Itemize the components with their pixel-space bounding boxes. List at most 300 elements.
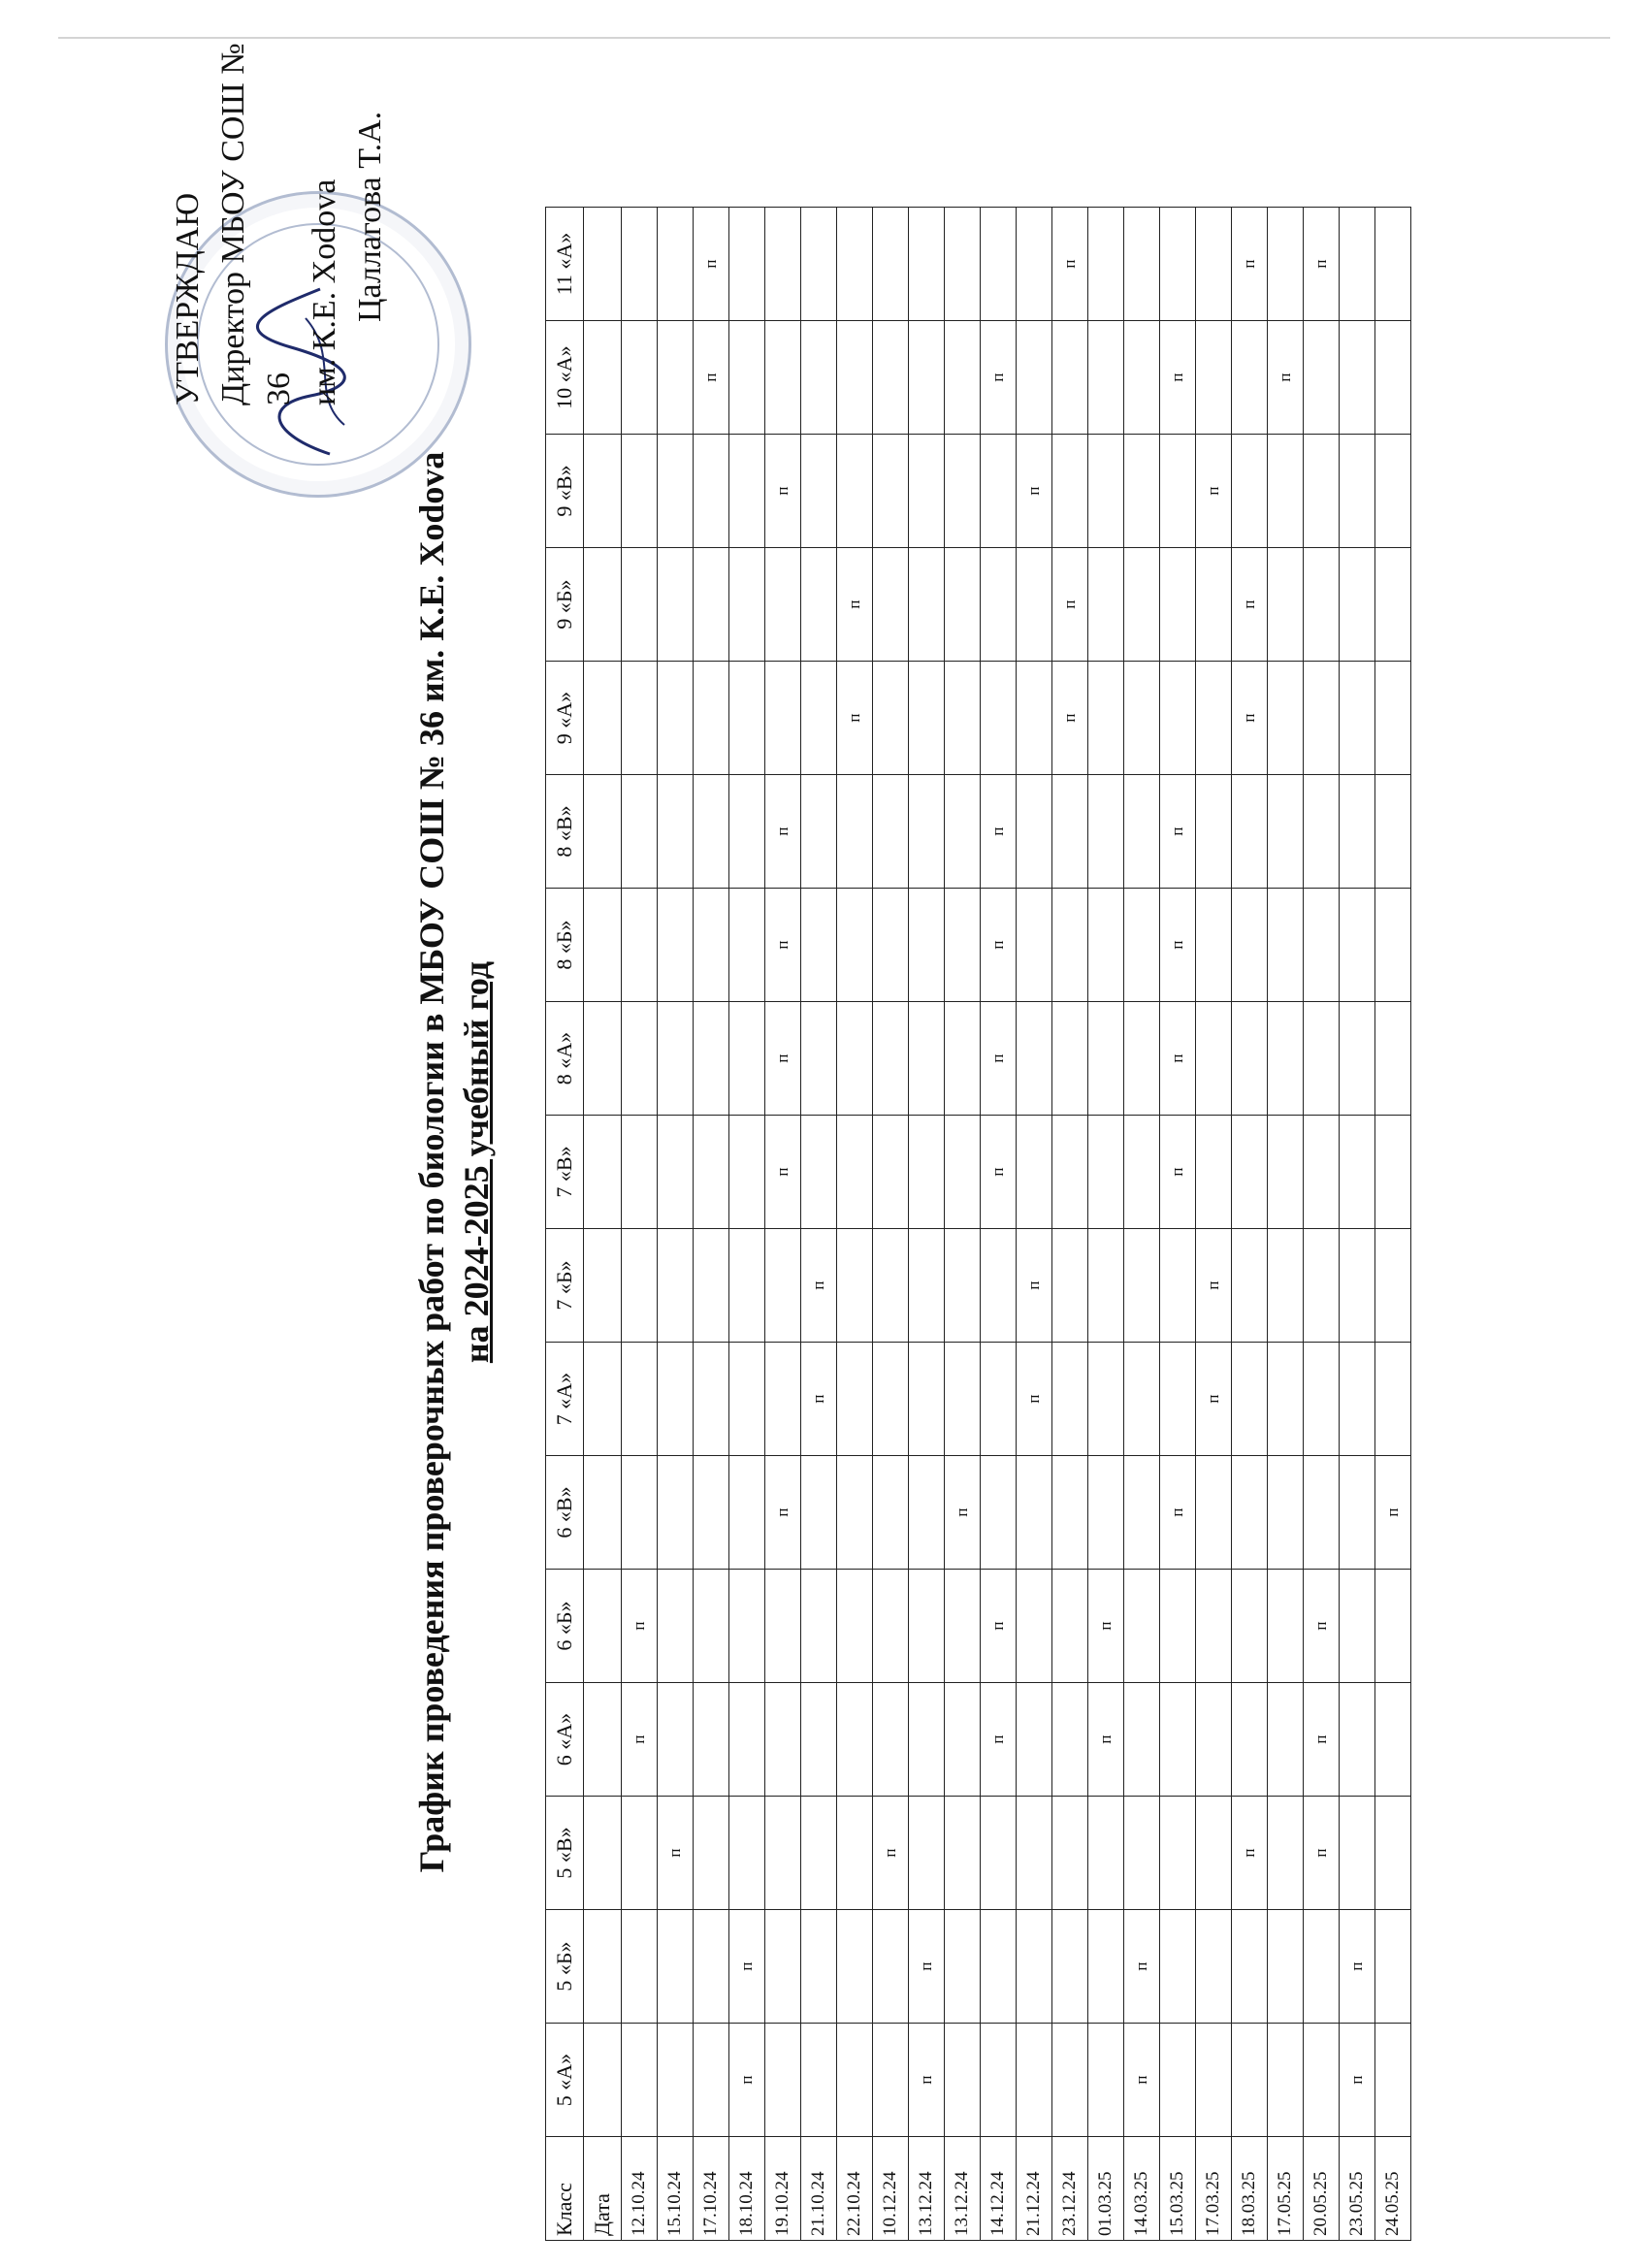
header-class-label: Класс [546,2137,584,2241]
schedule-cell [873,1910,909,2024]
test-mark: п [873,1797,909,1910]
empty-header-cell [584,1456,622,1570]
schedule-cell [622,548,658,662]
schedule-cell [945,1683,981,1797]
schedule-cell [837,1229,873,1343]
empty-header-cell [584,1683,622,1797]
date-cell: 17.10.24 [694,2137,729,2241]
table-row [909,208,945,2241]
schedule-cell [694,1002,729,1116]
table-row [1268,208,1304,2241]
schedule-cell [1124,775,1160,889]
schedule-cell [981,1456,1017,1570]
schedule-cell [1268,1343,1304,1456]
schedule-cell [1340,1456,1375,1570]
schedule-cell [694,1343,729,1456]
schedule-cell [1268,1116,1304,1229]
schedule-cell [873,889,909,1002]
table-row [1017,208,1052,2241]
schedule-cell [837,1570,873,1683]
schedule-cell [945,889,981,1002]
class-header-cell: 8 «А» [546,1002,584,1116]
schedule-cell [1160,2024,1196,2137]
table-row [873,208,909,2241]
schedule-cell [1052,1797,1088,1910]
date-cell: 12.10.24 [622,2137,658,2241]
schedule-cell [1196,321,1232,435]
schedule-cell [1340,1229,1375,1343]
schedule-cell [1088,662,1124,775]
schedule-cell [945,321,981,435]
class-header-cell: 11 «А» [546,208,584,321]
test-mark: п [1017,1343,1052,1456]
test-mark: п [658,1797,694,1910]
test-mark: п [729,2024,765,2137]
schedule-cell [1304,1910,1340,2024]
date-cell: 14.12.24 [981,2137,1017,2241]
schedule-cell [1375,1910,1411,2024]
schedule-cell [658,775,694,889]
schedule-cell [1160,1343,1196,1456]
schedule-cell [1304,2024,1340,2137]
schedule-cell [801,1570,837,1683]
schedule-cell [873,1116,909,1229]
table-row [1304,208,1340,2241]
schedule-cell [909,548,945,662]
schedule-cell [729,208,765,321]
test-mark: п [765,889,801,1002]
class-header-cell: 5 «Б» [546,1910,584,2024]
schedule-table [545,207,1411,2241]
schedule-cell [1088,889,1124,1002]
schedule-cell [1232,1002,1268,1116]
schedule-cell [945,1116,981,1229]
schedule-cell [981,435,1017,548]
schedule-cell [837,1683,873,1797]
schedule-cell [981,1229,1017,1343]
schedule-cell [1375,2024,1411,2137]
empty-header-cell [584,208,622,321]
schedule-cell [765,1229,801,1343]
schedule-cell [1017,321,1052,435]
schedule-cell [909,1797,945,1910]
schedule-cell [873,208,909,321]
schedule-cell [622,2024,658,2137]
schedule-cell [837,775,873,889]
class-header-cell: 6 «В» [546,1456,584,1570]
schedule-cell [801,1456,837,1570]
schedule-cell [1052,1683,1088,1797]
schedule-cell [981,208,1017,321]
test-mark: п [1196,435,1232,548]
schedule-cell [658,1683,694,1797]
table-row [1052,208,1088,2241]
schedule-cell [1052,1456,1088,1570]
schedule-cell [1088,321,1124,435]
test-mark: п [1052,208,1088,321]
schedule-cell [909,775,945,889]
schedule-cell [1196,662,1232,775]
schedule-cell [1124,1002,1160,1116]
schedule-cell [765,208,801,321]
schedule-cell [622,1910,658,2024]
schedule-cell [765,548,801,662]
schedule-cell [1375,208,1411,321]
schedule-cell [1088,208,1124,321]
schedule-cell [658,321,694,435]
schedule-cell [1124,1229,1160,1343]
schedule-cell [909,889,945,1002]
schedule-cell [694,2024,729,2137]
date-cell: 22.10.24 [837,2137,873,2241]
schedule-cell [1017,1797,1052,1910]
approval-school-line: им. К.Е. Хodova [307,178,342,405]
test-mark: п [1340,1910,1375,2024]
schedule-cell [622,321,658,435]
test-mark: п [622,1570,658,1683]
test-mark: п [1340,2024,1375,2137]
test-mark: п [1232,208,1268,321]
test-mark: п [981,889,1017,1002]
schedule-cell [801,321,837,435]
schedule-cell [1124,435,1160,548]
schedule-cell [1375,1002,1411,1116]
schedule-cell [729,548,765,662]
schedule-cell [1052,321,1088,435]
schedule-cell [1196,1910,1232,2024]
test-mark: п [1160,1002,1196,1116]
schedule-cell [694,1910,729,2024]
schedule-cell [1196,1002,1232,1116]
schedule-cell [1017,1570,1052,1683]
schedule-cell [909,662,945,775]
schedule-cell [1017,1002,1052,1116]
schedule-cell [729,1002,765,1116]
schedule-cell [981,2024,1017,2137]
schedule-cell [837,889,873,1002]
table-header-row [546,208,584,2241]
schedule-cell [1088,1343,1124,1456]
schedule-cell [945,548,981,662]
schedule-cell [1340,1002,1375,1116]
schedule-cell [729,1343,765,1456]
date-cell: 17.05.25 [1268,2137,1304,2241]
schedule-cell [945,662,981,775]
header-date-label: Дата [584,2137,622,2241]
schedule-cell [1124,1797,1160,1910]
schedule-cell [1160,1683,1196,1797]
schedule-cell [694,435,729,548]
schedule-cell [837,2024,873,2137]
schedule-cell [945,1570,981,1683]
test-mark: п [1124,1910,1160,2024]
schedule-cell [945,1343,981,1456]
schedule-cell [1088,1456,1124,1570]
schedule-cell [765,662,801,775]
schedule-cell [1232,1116,1268,1229]
class-header-cell: 8 «Б» [546,889,584,1002]
schedule-cell [1196,2024,1232,2137]
schedule-cell [765,321,801,435]
table-row [1088,208,1124,2241]
empty-header-cell [584,662,622,775]
schedule-cell [1268,548,1304,662]
schedule-cell [729,1116,765,1229]
test-mark: п [1160,889,1196,1002]
schedule-cell [873,1229,909,1343]
schedule-cell [837,1343,873,1456]
test-mark: п [1232,548,1268,662]
test-mark: п [729,1910,765,2024]
empty-header-cell [584,1343,622,1456]
schedule-cell [658,662,694,775]
date-cell: 01.03.25 [1088,2137,1124,2241]
date-cell: 13.12.24 [945,2137,981,2241]
empty-header-cell [584,321,622,435]
test-mark: п [1304,1797,1340,1910]
schedule-cell [729,889,765,1002]
schedule-cell [801,1910,837,2024]
schedule-cell [694,662,729,775]
schedule-cell [1375,435,1411,548]
schedule-cell [1375,321,1411,435]
schedule-cell [1304,548,1340,662]
empty-header-cell [584,775,622,889]
document-title [409,144,499,2181]
schedule-cell [909,321,945,435]
test-mark: п [1088,1683,1124,1797]
class-header-cell: 10 «А» [546,321,584,435]
class-header-cell: 5 «В» [546,1797,584,1910]
test-mark: п [622,1683,658,1797]
schedule-cell [945,1797,981,1910]
schedule-cell [1160,662,1196,775]
schedule-cell [1017,208,1052,321]
schedule-cell [658,435,694,548]
schedule-cell [1017,1456,1052,1570]
director-name: Цаллагова Т.А. [352,111,388,322]
schedule-cell [1232,1229,1268,1343]
schedule-cell [622,208,658,321]
schedule-cell [873,775,909,889]
table-row [1232,208,1268,2241]
schedule-cell [1375,548,1411,662]
schedule-cell [765,1343,801,1456]
schedule-cell [945,1229,981,1343]
schedule-cell [1017,1683,1052,1797]
schedule-cell [1304,1116,1340,1229]
schedule-cell [658,2024,694,2137]
schedule-cell [801,208,837,321]
schedule-cell [1052,1343,1088,1456]
test-mark: п [1088,1570,1124,1683]
schedule-cell [1232,435,1268,548]
schedule-cell [1017,2024,1052,2137]
schedule-cell [1088,1229,1124,1343]
schedule-cell [1196,208,1232,321]
schedule-cell [873,1002,909,1116]
schedule-cell [622,435,658,548]
table-row [1340,208,1375,2241]
schedule-cell [1268,1456,1304,1570]
schedule-cell [1304,1002,1340,1116]
schedule-cell [837,1797,873,1910]
schedule-cell [694,1229,729,1343]
schedule-cell [1340,1570,1375,1683]
table-row [801,208,837,2241]
schedule-cell [1124,208,1160,321]
schedule-cell [1232,321,1268,435]
schedule-cell [729,775,765,889]
approval-director-line: Директор МБОУ СОШ № 36 [215,43,297,405]
schedule-cell [1017,889,1052,1002]
schedule-cell [1160,208,1196,321]
schedule-cell [658,889,694,1002]
table-row [1160,208,1196,2241]
schedule-cell [837,1910,873,2024]
date-cell: 21.12.24 [1017,2137,1052,2241]
schedule-cell [694,889,729,1002]
schedule-cell [981,1797,1017,1910]
schedule-cell [1160,1229,1196,1343]
schedule-cell [945,1002,981,1116]
schedule-cell [1375,1797,1411,1910]
schedule-cell [658,1229,694,1343]
table-row [1375,208,1411,2241]
date-cell: 23.12.24 [1052,2137,1088,2241]
test-mark: п [1124,2024,1160,2137]
schedule-cell [1052,1910,1088,2024]
test-mark: п [1232,662,1268,775]
schedule-cell [1124,1116,1160,1229]
table-row [1124,208,1160,2241]
schedule-cell [1304,662,1340,775]
schedule-cell [801,1116,837,1229]
schedule-cell [729,662,765,775]
schedule-cell [837,321,873,435]
class-header-cell: 9 «А» [546,662,584,775]
test-mark: п [981,321,1017,435]
schedule-cell [909,208,945,321]
table-row [729,208,765,2241]
schedule-cell [1232,1343,1268,1456]
schedule-cell [1340,662,1375,775]
schedule-cell [1268,1570,1304,1683]
title-line-2: на 2024-2025 учебный год [457,960,496,1364]
schedule-cell [1052,435,1088,548]
schedule-cell [694,1797,729,1910]
test-mark: п [765,1116,801,1229]
schedule-cell [1017,1116,1052,1229]
schedule-cell [1268,2024,1304,2137]
test-mark: п [1160,321,1196,435]
class-header-cell: 7 «В» [546,1116,584,1229]
schedule-cell [1124,889,1160,1002]
schedule-cell [1340,435,1375,548]
date-cell: 17.03.25 [1196,2137,1232,2241]
schedule-cell [622,1456,658,1570]
schedule-cell [694,548,729,662]
schedule-cell [765,2024,801,2137]
approval-block [165,17,393,405]
date-cell: 15.10.24 [658,2137,694,2241]
schedule-cell [622,775,658,889]
test-mark: п [1160,1116,1196,1229]
test-mark: п [1304,1570,1340,1683]
test-mark: п [981,1002,1017,1116]
schedule-cell [1375,1570,1411,1683]
schedule-cell [873,2024,909,2137]
schedule-cell [1017,548,1052,662]
date-cell: 18.10.24 [729,2137,765,2241]
schedule-cell [622,889,658,1002]
schedule-cell [1340,1343,1375,1456]
class-header-cell: 9 «Б» [546,548,584,662]
schedule-cell [622,662,658,775]
schedule-cell [1124,1456,1160,1570]
schedule-cell [837,1456,873,1570]
schedule-cell [658,1910,694,2024]
test-mark: п [1196,1229,1232,1343]
schedule-cell [873,548,909,662]
schedule-cell [1160,548,1196,662]
schedule-cell [1196,1797,1232,1910]
schedule-cell [873,662,909,775]
schedule-cell [1375,1343,1411,1456]
schedule-cell [873,435,909,548]
schedule-cell [1052,1116,1088,1229]
class-header-cell: 8 «В» [546,775,584,889]
schedule-cell [1160,1797,1196,1910]
schedule-cell [1375,1683,1411,1797]
schedule-cell [873,321,909,435]
empty-header-cell [584,1116,622,1229]
schedule-cell [1375,775,1411,889]
schedule-cell [909,1002,945,1116]
schedule-cell [1124,1683,1160,1797]
schedule-cell [729,435,765,548]
date-cell: 20.05.25 [1304,2137,1340,2241]
test-mark: п [1268,321,1304,435]
schedule-cell [1304,1229,1340,1343]
schedule-cell [1232,889,1268,1002]
schedule-cell [1232,1910,1268,2024]
test-mark: п [1160,1456,1196,1570]
table-row [694,208,729,2241]
schedule-cell [1017,1910,1052,2024]
schedule-cell [658,1116,694,1229]
schedule-cell [1017,775,1052,889]
test-mark: п [981,1683,1017,1797]
schedule-cell [945,775,981,889]
schedule-cell [873,1343,909,1456]
schedule-cell [1232,1683,1268,1797]
schedule-cell [1232,1570,1268,1683]
schedule-cell [1268,1002,1304,1116]
schedule-cell [1196,1456,1232,1570]
table-row [837,208,873,2241]
test-mark: п [1017,1229,1052,1343]
test-mark: п [981,1570,1017,1683]
date-cell: 10.12.24 [873,2137,909,2241]
schedule-cell [765,1910,801,2024]
schedule-cell [1268,662,1304,775]
schedule-cell [694,775,729,889]
schedule-cell [1232,2024,1268,2137]
schedule-cell [1340,321,1375,435]
schedule-cell [981,1910,1017,2024]
schedule-cell [1052,1002,1088,1116]
